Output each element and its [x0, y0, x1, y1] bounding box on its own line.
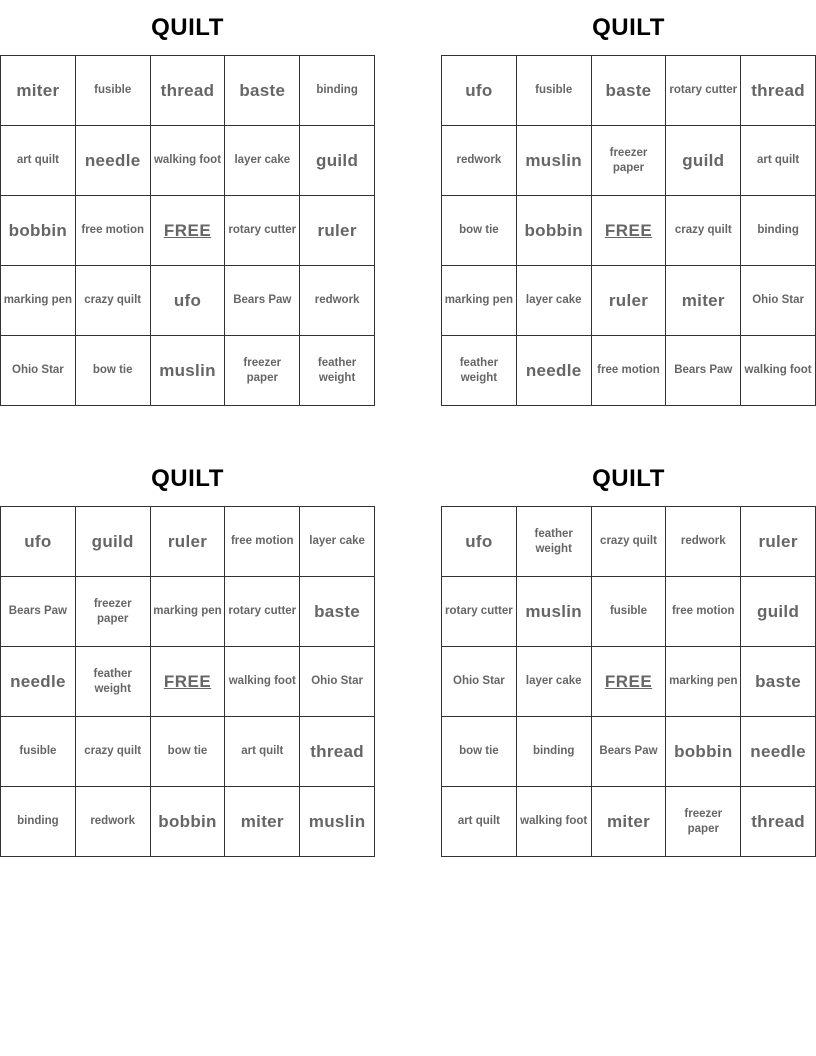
- bingo-grid: [441, 55, 816, 406]
- bingo-cell: baste: [300, 577, 375, 647]
- bingo-card-2: [441, 0, 816, 406]
- bingo-cell: walking foot: [225, 647, 300, 717]
- bingo-cell: bobbin: [517, 196, 592, 266]
- bingo-cell: guild: [666, 126, 741, 196]
- bingo-cell: Ohio Star: [741, 266, 816, 336]
- bingo-cell: ruler: [300, 196, 375, 266]
- bingo-cell: layer cake: [517, 647, 592, 717]
- bingo-grid: [441, 506, 816, 857]
- bingo-cell: fusible: [1, 717, 76, 787]
- bingo-cell: Bears Paw: [225, 266, 300, 336]
- bingo-cell: feather weight: [76, 647, 151, 717]
- bingo-card-1: [0, 0, 375, 406]
- bingo-cell: guild: [300, 126, 375, 196]
- bingo-cell: redwork: [76, 787, 151, 857]
- bingo-cell: layer cake: [300, 507, 375, 577]
- bingo-cell: baste: [741, 647, 816, 717]
- bingo-card-4: [441, 451, 816, 857]
- bingo-cell: feather weight: [442, 336, 517, 406]
- bingo-cell: redwork: [442, 126, 517, 196]
- bingo-cell: thread: [151, 56, 226, 126]
- bingo-cell: crazy quilt: [76, 717, 151, 787]
- bingo-cell: guild: [741, 577, 816, 647]
- bingo-cell: walking foot: [151, 126, 226, 196]
- bingo-grid: [0, 506, 375, 857]
- bingo-grid: [0, 55, 375, 406]
- bingo-cell: needle: [517, 336, 592, 406]
- bingo-cell: ufo: [442, 507, 517, 577]
- bingo-cell: binding: [300, 56, 375, 126]
- bingo-cell: layer cake: [225, 126, 300, 196]
- bingo-cell: freezer paper: [592, 126, 667, 196]
- bingo-cell: miter: [1, 56, 76, 126]
- bingo-cell: walking foot: [517, 787, 592, 857]
- bingo-cell: thread: [741, 56, 816, 126]
- bingo-cell: redwork: [300, 266, 375, 336]
- bingo-cell: art quilt: [1, 126, 76, 196]
- bingo-cell: ufo: [442, 56, 517, 126]
- bingo-cell: muslin: [517, 126, 592, 196]
- card-title: QUILT: [151, 14, 224, 41]
- bingo-cell: crazy quilt: [666, 196, 741, 266]
- bingo-cell: Ohio Star: [1, 336, 76, 406]
- bingo-cell: guild: [76, 507, 151, 577]
- bingo-cell: ufo: [1, 507, 76, 577]
- bingo-cell: thread: [300, 717, 375, 787]
- bingo-cell: crazy quilt: [76, 266, 151, 336]
- bingo-cell: ruler: [151, 507, 226, 577]
- bingo-cell: needle: [741, 717, 816, 787]
- bingo-cell: bow tie: [151, 717, 226, 787]
- bingo-cell: Ohio Star: [442, 647, 517, 717]
- bingo-cell: Ohio Star: [300, 647, 375, 717]
- card-title: QUILT: [592, 14, 665, 41]
- bingo-cell: marking pen: [151, 577, 226, 647]
- bingo-cell: freezer paper: [225, 336, 300, 406]
- bingo-cell: binding: [1, 787, 76, 857]
- bingo-cell: bobbin: [151, 787, 226, 857]
- bingo-cell: art quilt: [442, 787, 517, 857]
- bingo-cell: rotary cutter: [225, 577, 300, 647]
- bingo-cell: needle: [1, 647, 76, 717]
- bingo-cell: rotary cutter: [442, 577, 517, 647]
- free-space: FREE: [592, 647, 667, 717]
- bingo-cell: ufo: [151, 266, 226, 336]
- bingo-cell: feather weight: [517, 507, 592, 577]
- bingo-cell: free motion: [76, 196, 151, 266]
- bingo-cell: thread: [741, 787, 816, 857]
- bingo-cell: Bears Paw: [592, 717, 667, 787]
- bingo-cell: needle: [76, 126, 151, 196]
- bingo-cell: miter: [666, 266, 741, 336]
- bingo-cell: baste: [225, 56, 300, 126]
- bingo-cell: free motion: [666, 577, 741, 647]
- bingo-cell: bow tie: [76, 336, 151, 406]
- bingo-cell: fusible: [592, 577, 667, 647]
- bingo-cell: bobbin: [1, 196, 76, 266]
- card-title: QUILT: [151, 465, 224, 492]
- bingo-cell: marking pen: [1, 266, 76, 336]
- bingo-cell: baste: [592, 56, 667, 126]
- bingo-cell: walking foot: [741, 336, 816, 406]
- bingo-cell: muslin: [300, 787, 375, 857]
- bingo-cell: art quilt: [741, 126, 816, 196]
- bingo-cell: marking pen: [666, 647, 741, 717]
- bingo-cell: bobbin: [666, 717, 741, 787]
- bingo-cell: fusible: [517, 56, 592, 126]
- bingo-cell: free motion: [592, 336, 667, 406]
- bingo-cell: binding: [517, 717, 592, 787]
- bingo-cell: bow tie: [442, 717, 517, 787]
- bingo-cell: muslin: [151, 336, 226, 406]
- bingo-cell: ruler: [741, 507, 816, 577]
- free-space: FREE: [592, 196, 667, 266]
- bingo-cell: miter: [592, 787, 667, 857]
- bingo-cell: marking pen: [442, 266, 517, 336]
- free-space: FREE: [151, 196, 226, 266]
- bingo-cell: miter: [225, 787, 300, 857]
- bingo-cell: layer cake: [517, 266, 592, 336]
- bingo-cell: rotary cutter: [666, 56, 741, 126]
- bingo-cell: ruler: [592, 266, 667, 336]
- bingo-cell: muslin: [517, 577, 592, 647]
- bingo-cell: bow tie: [442, 196, 517, 266]
- bingo-cell: rotary cutter: [225, 196, 300, 266]
- bingo-cell: binding: [741, 196, 816, 266]
- bingo-cell: feather weight: [300, 336, 375, 406]
- bingo-cell: freezer paper: [76, 577, 151, 647]
- card-title: QUILT: [592, 465, 665, 492]
- free-space: FREE: [151, 647, 226, 717]
- bingo-cell: fusible: [76, 56, 151, 126]
- bingo-cell: Bears Paw: [1, 577, 76, 647]
- bingo-cell: freezer paper: [666, 787, 741, 857]
- bingo-cell: art quilt: [225, 717, 300, 787]
- bingo-card-3: [0, 451, 375, 857]
- bingo-cell: Bears Paw: [666, 336, 741, 406]
- bingo-cell: redwork: [666, 507, 741, 577]
- bingo-cell: crazy quilt: [592, 507, 667, 577]
- bingo-cell: free motion: [225, 507, 300, 577]
